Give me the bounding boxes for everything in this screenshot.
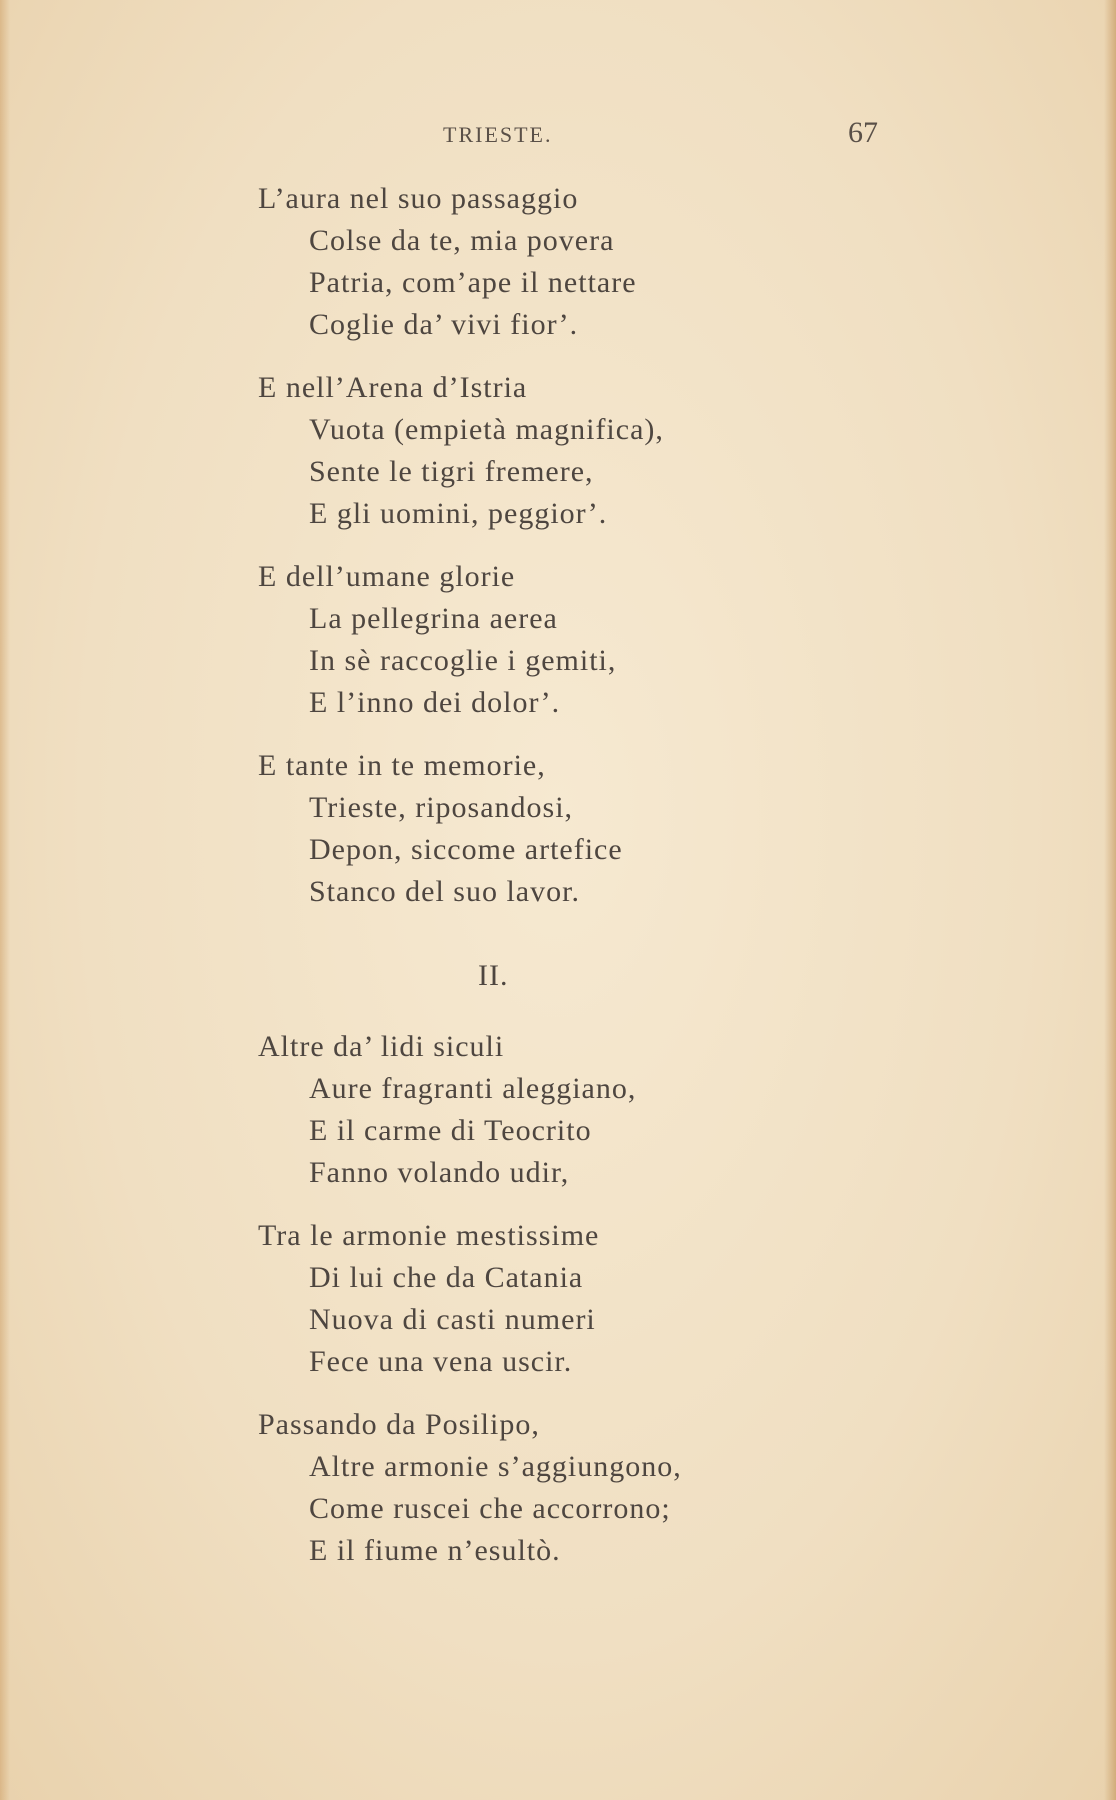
verse-line: Nuova di casti numeri — [309, 1303, 596, 1336]
verse-line: Fece una vena uscir. — [309, 1345, 573, 1378]
page-right-edge — [1104, 0, 1116, 1800]
verse-line: E il fiume n’esultò. — [309, 1534, 561, 1567]
page-left-edge — [0, 0, 10, 1800]
verse-line: Patria, com’ape il nettare — [309, 266, 637, 299]
verse-line: Trieste, riposandosi, — [309, 791, 574, 824]
verse-line: Aure fragranti aleggiano, — [309, 1072, 637, 1105]
verse-line: E il carme di Teocrito — [309, 1114, 592, 1147]
verse-line: Colse da te, mia povera — [309, 224, 615, 257]
verse-line: E nell’Arena d’Istria — [258, 371, 528, 404]
verse-line: Stanco del suo lavor. — [309, 875, 580, 908]
verse-line: Vuota (empietà magnifica), — [309, 413, 664, 446]
verse-line: Sente le tigri fremere, — [309, 455, 594, 488]
verse-line: In sè raccoglie i gemiti, — [309, 644, 617, 677]
verse-line: Tra le armonie mestissime — [258, 1219, 600, 1252]
verse-line: Altre da’ lidi siculi — [258, 1030, 505, 1063]
stanza — [258, 556, 1018, 724]
verse-line: La pellegrina aerea — [309, 602, 558, 635]
verse-line: L’aura nel suo passaggio — [258, 182, 579, 215]
verse-line: E dell’umane glorie — [258, 560, 516, 593]
page-number: 67 — [848, 116, 878, 149]
stanza — [258, 745, 1018, 913]
verse-line: E tante in te memorie, — [258, 749, 546, 782]
stanza — [258, 1026, 1018, 1194]
poem-body — [258, 178, 1018, 1593]
verse-line: Altre armonie s’aggiungono, — [309, 1450, 682, 1483]
verse-line: Passando da Posilipo, — [258, 1408, 540, 1441]
verse-line: Coglie da’ vivi fior’. — [309, 308, 579, 341]
verse-line: Depon, siccome artefice — [309, 833, 623, 866]
stanza — [258, 1215, 1018, 1383]
stanza — [258, 178, 1018, 346]
verse-line: E gli uomini, peggior’. — [309, 497, 608, 530]
running-head — [0, 118, 1116, 158]
verse-line: E l’inno dei dolor’. — [309, 686, 561, 719]
stanza — [258, 1404, 1018, 1572]
section-numeral: II. — [478, 959, 509, 992]
verse-line: Come ruscei che accorrono; — [309, 1492, 671, 1525]
verse-line: Fanno volando udir, — [309, 1156, 570, 1189]
stanza — [258, 367, 1018, 535]
running-title: TRIESTE. — [443, 122, 553, 147]
verse-line: Di lui che da Catania — [309, 1261, 584, 1294]
